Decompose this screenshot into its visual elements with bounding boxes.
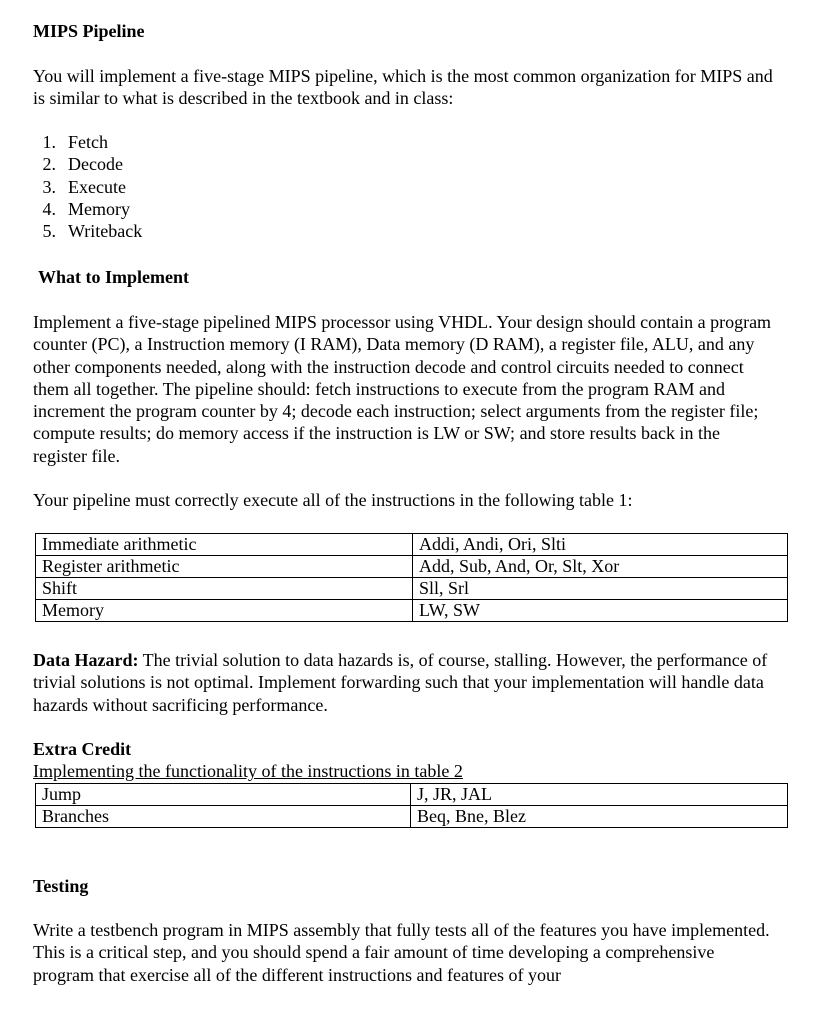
list-item: 2. Decode <box>42 154 123 175</box>
table-cell-category: Jump <box>36 784 411 806</box>
what-to-implement-heading: What to Implement <box>38 267 189 287</box>
list-item: 4. Memory <box>42 198 130 219</box>
instruction-table-2 <box>35 783 788 828</box>
table-cell-instructions: LW, SW <box>413 600 788 622</box>
testing-body: Write a testbench program in MIPS assembly that fully tests all of the features you have implemented. This is a critical step, and you should spend a fair amount of time developing a comprehensive program that exercise all of the different instructions and features of your <box>33 920 770 985</box>
testing-heading: Testing <box>33 876 89 896</box>
table-cell-instructions: Add, Sub, And, Or, Slt, Xor <box>413 556 788 578</box>
instruction-table-1 <box>35 533 788 622</box>
table-cell-category: Branches <box>36 806 411 828</box>
table-cell-category: Immediate arithmetic <box>36 534 413 556</box>
intro-paragraph: You will implement a five-stage MIPS pipeline, which is the most common organization for MIPS and is similar to what is described in the textbook and in class: <box>33 66 773 109</box>
table-cell-instructions: Sll, Srl <box>413 578 788 600</box>
what-to-implement-body: Implement a five-stage pipelined MIPS processor using VHDL. Your design should contain a program counter (PC), a Instruction memory (I RAM), Data memory (D RAM), a register file, ALU, and any other components needed, along with the instruction decode and control circuits needed to connect them all together. The pipeline should: fetch instructions to execute from the program RAM and increment the program counter by 4; decode each instruction; select arguments from the register file; compute results; do memory access if the instruction is LW or SW; and store results back in the register file. <box>33 312 772 466</box>
list-item: 1. Fetch <box>42 132 108 152</box>
table1-intro: Your pipeline must correctly execute all of the instructions in the following table 1: <box>33 490 633 510</box>
extra-credit-intro: Implementing the functionality of the instructions in table 2 <box>33 761 463 781</box>
table-cell-instructions: J, JR, JAL <box>411 784 788 806</box>
table-row <box>36 534 788 556</box>
table-row <box>36 600 788 622</box>
data-hazard-paragraph <box>33 649 773 716</box>
data-hazard-body: The trivial solution to data hazards is, of course, stalling. However, the performance of trivial solutions is not optimal. Implement forwarding such that your implementation will handle data hazards without sacrificing performance. <box>33 650 768 715</box>
table-cell-category: Memory <box>36 600 413 622</box>
table-cell-category: Shift <box>36 578 413 600</box>
list-item: 5. Writeback <box>42 221 143 242</box>
table-row <box>36 806 788 828</box>
table-cell-instructions: Beq, Bne, Blez <box>411 806 788 828</box>
stage-list <box>34 131 142 242</box>
table-cell-category: Register arithmetic <box>36 556 413 578</box>
table-row <box>36 578 788 600</box>
data-hazard-label: Data Hazard: <box>33 650 139 670</box>
table-row <box>36 784 788 806</box>
extra-credit-heading: Extra Credit <box>33 739 132 759</box>
table-row <box>36 556 788 578</box>
table-cell-instructions: Addi, Andi, Ori, Slti <box>413 534 788 556</box>
list-item: 3. Execute <box>42 176 126 197</box>
page-title: MIPS Pipeline <box>33 21 145 41</box>
